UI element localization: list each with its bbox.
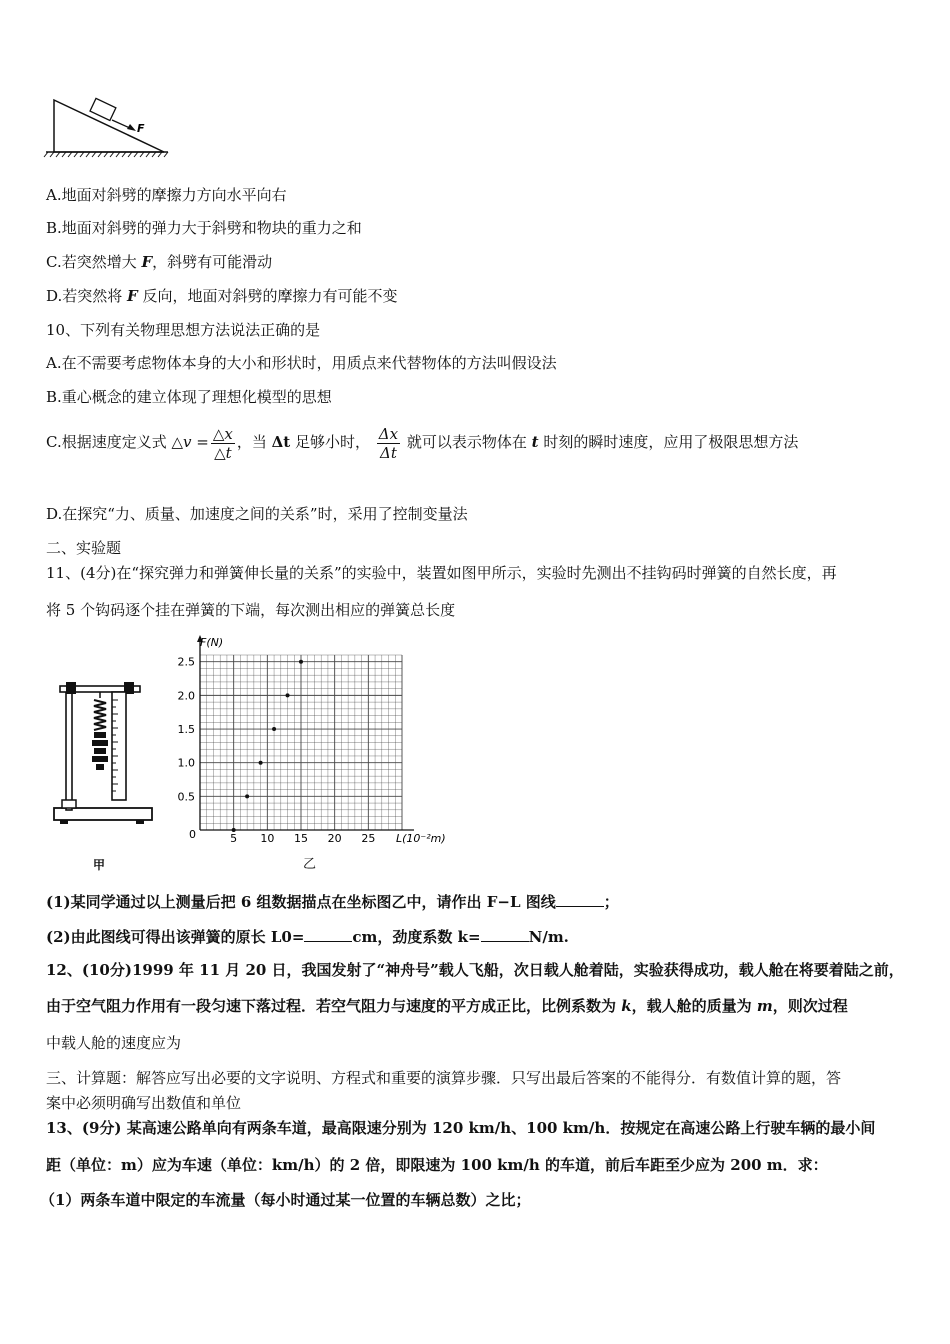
- data-point: [259, 761, 263, 765]
- force-label: F: [137, 122, 145, 135]
- section-title-experiment: 二、实验题: [46, 539, 122, 557]
- q11-stem-line2: 将 5 个钩码逐个挂在弹簧的下端，每次测出相应的弹簧总长度: [46, 601, 456, 619]
- q9-option-a: A.地面对斜劈的摩擦力方向水平向右: [46, 186, 287, 204]
- q13-line2: 距（单位：m）应为车速（单位：km/h）的 2 倍，即限速为 100 km/h 的车道，前后车距至少应为 200 m．求：: [46, 1156, 828, 1174]
- figure-a-label: 甲: [93, 858, 106, 872]
- section3-line1: 三、计算题：解答应写出必要的文字说明、方程式和重要的演算步骤．只写出最后答案的不能得分．有数值计算的题，答: [46, 1069, 842, 1087]
- q11-sub1: (1)某同学通过以上测量后把 6 组数据描点在坐标图乙中，请作出 F−L 图线 ；: [46, 893, 619, 911]
- x-tick-label: 10: [260, 832, 275, 845]
- spring-apparatus-figure: [50, 680, 160, 830]
- y-tick-label: 0.5: [177, 790, 195, 804]
- q10-option-a: A.在不需要考虑物体本身的大小和形状时，用质点来代替物体的方法叫假设法: [46, 354, 557, 372]
- q9-option-d: D.若突然将 F 反向，地面对斜劈的摩擦力有可能不变: [46, 287, 398, 305]
- velocity-definition-fraction: $\frac{\triangle x}{\triangle t}$: [212, 424, 233, 462]
- y-tick-label: 1.0: [177, 756, 195, 770]
- x-tick-label: 15: [294, 832, 308, 845]
- q10-option-c: C.根据速度定义式 △v = $\frac{\triangle x}{\triangle t}$ ，当 Δt 足够小时， $\frac{\Delta x}{\Delta t}$ 就可以表示物体在 t 时刻的瞬时速度，应用了极限思想方法: [46, 424, 799, 462]
- q12-line3: 中载人舱的速度应为: [46, 1034, 182, 1052]
- q11-stem-line1: 11、(4分)在“探究弹力和弹簧伸长量的关系”的实验中，装置如图甲所示，实验时先测出不挂钩码时弹簧的自然长度，再: [46, 564, 837, 582]
- q9-option-c: C.若突然增大 F，斜劈有可能滑动: [46, 253, 273, 271]
- q11-sub2: (2)由此图线可得出该弹簧的原长 L0= cm，劲度系数 k= N/m.: [46, 928, 569, 946]
- q12-line2: 由于空气阻力作用有一段匀速下落过程．若空气阻力与速度的平方成正比，比例系数为 k，载人舱的质量为 m，则次过程: [46, 997, 848, 1015]
- incline-figure: [40, 90, 180, 160]
- y-tick-label: 1.5: [177, 723, 195, 737]
- data-point: [232, 828, 236, 832]
- q13-sub1: （1）两条车道中限定的车流量（每小时通过某一位置的车辆总数）之比；: [40, 1191, 531, 1209]
- section3-line2: 案中必须明确写出数值和单位: [46, 1094, 242, 1112]
- chart-origin-label: 0: [189, 828, 196, 841]
- data-point: [299, 660, 303, 664]
- answer-blank-graph[interactable]: [556, 892, 604, 907]
- x-tick-label: 5: [230, 832, 238, 845]
- instant-velocity-fraction: $\frac{\Delta x}{\Delta t}$: [378, 424, 399, 462]
- answer-blank-stiffness[interactable]: [481, 927, 529, 942]
- y-tick-label: 2.0: [177, 689, 195, 703]
- data-point: [286, 693, 290, 697]
- data-point: [245, 794, 249, 798]
- q10-option-d: D.在探究“力、质量、加速度之间的关系”时，采用了控制变量法: [46, 505, 468, 523]
- answer-blank-length[interactable]: [304, 927, 352, 942]
- y-tick-label: 2.5: [177, 655, 195, 669]
- chart-ylabel: F(N): [200, 636, 224, 649]
- figure-b-label: 乙: [303, 857, 317, 872]
- q13-line1: 13、(9分) 某高速公路单向有两条车道，最高限速分别为 120 km/h、100 km/h．按规定在高速公路上行驶车辆的最小间: [46, 1119, 876, 1137]
- x-tick-label: 20: [327, 832, 342, 845]
- data-point: [272, 727, 276, 731]
- q10-stem: 10、下列有关物理思想方法说法正确的是: [46, 321, 321, 339]
- x-tick-label: 25: [361, 832, 376, 845]
- q9-option-b: B.地面对斜劈的弹力大于斜劈和物块的重力之和: [46, 219, 362, 237]
- q12-line1: 12、(10分)1999 年 11 月 20 日，我国发射了“神舟号”载人飞船，次日载人舱着陆，实验获得成功，载人舱在将要着陆之前，: [46, 961, 904, 979]
- q10-option-b: B.重心概念的建立体现了理想化模型的思想: [46, 388, 332, 406]
- f-l-chart: [170, 630, 460, 850]
- chart-xlabel: L(10⁻²m): [396, 832, 446, 845]
